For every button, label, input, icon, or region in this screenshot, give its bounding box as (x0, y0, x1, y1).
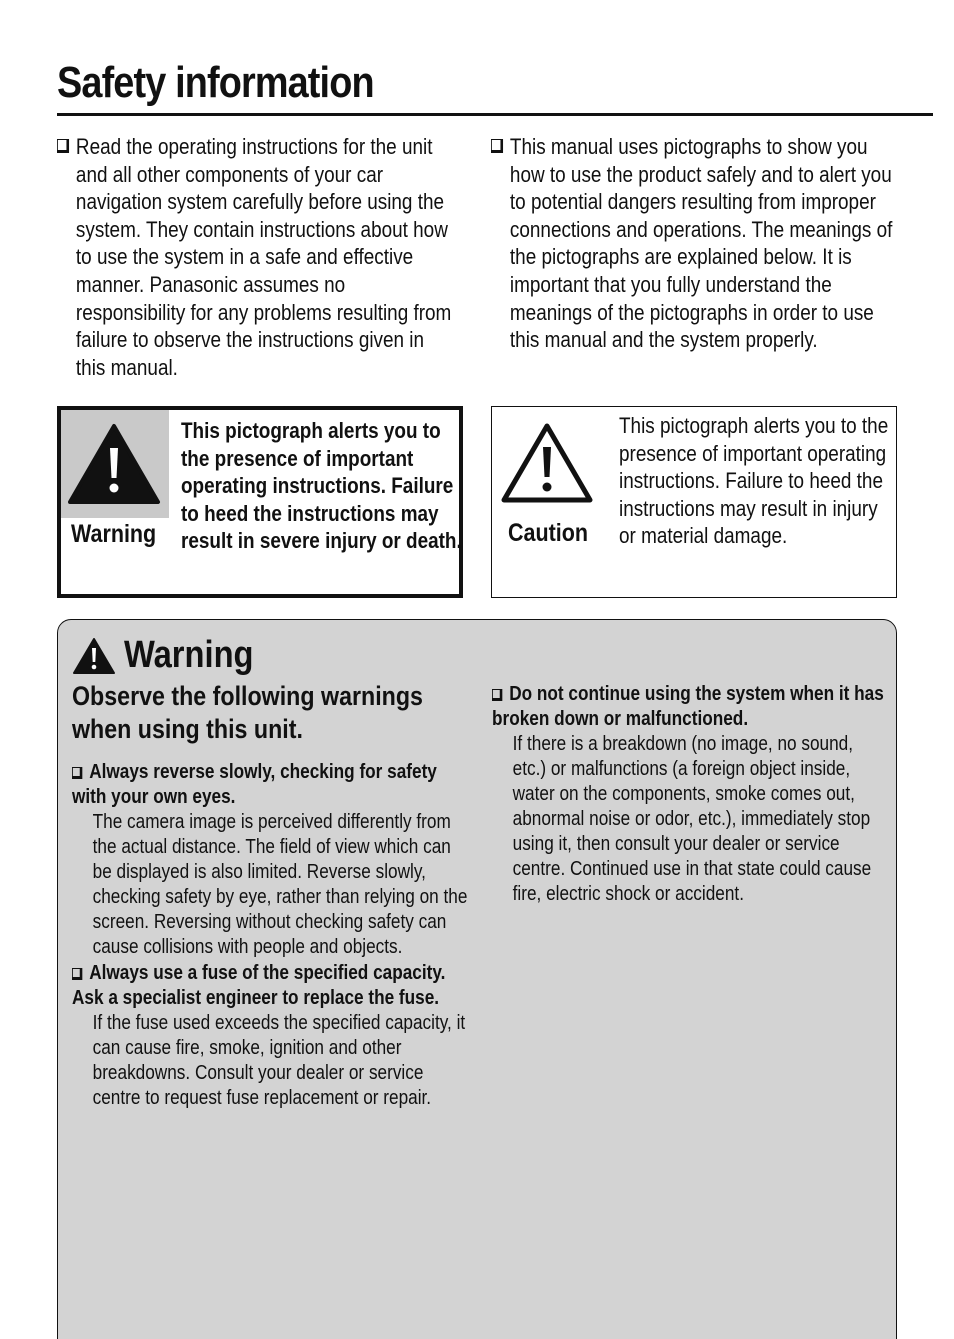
warning-panel-header (72, 634, 275, 677)
warning-item-heading: Always use a fuse of the specified capacity. Ask a specialist engineer to replace the fuse. (72, 962, 446, 1009)
intro-right-text: This manual uses pictographs to show you how to use the product safely and to alert you to potential dangers resulting from improper connections and operations. The meanings of the pictographs are explained below. It is important that you fully understand the meanings of the pictographs in order to use this manual and the system properly. (509, 134, 893, 353)
warning-panel-subtitle: Observe the following warnings when using this unit. (72, 681, 423, 744)
warning-triangle-icon (72, 637, 116, 675)
checkbox-bullet-icon (57, 139, 69, 153)
caution-description: This pictograph alerts you to the presence of important operating instructions. Failure to heed the instructions may result in injury or material damage. (619, 413, 889, 549)
intro-left-text: Read the operating instructions for the unit and all other components of your car navigation system carefully before using the system. They contain instructions about how to use the system in a safe and effective manner. Panasonic assumes no responsibility for any problems resulting from failure to observe the instructions given in this manual. (75, 134, 452, 380)
caution-pictograph-box (491, 406, 897, 598)
warning-description: This pictograph alerts you to the presence of important operating instructions. Failure to heed the instructions may result in severe injury or death. (181, 418, 462, 554)
warning-item (492, 682, 888, 907)
warning-pictograph-box (57, 406, 463, 598)
warning-item-body: If the fuse used exceeds the specified capacity, it can cause fire, smoke, ignition and other breakdowns. Consult your dealer or service centre to request fuse replacement or repair. (92, 1012, 466, 1109)
warning-item-body: The camera image is perceived differently from the actual distance. The field of view which can be displayed is also limited. Reverse slowly, checking safety by eye, rather than relying on the screen. Reversing without checking safety can cause collisions with people and objects. (92, 811, 468, 958)
warning-panel-title: Warning (124, 634, 254, 676)
warning-item (72, 961, 472, 1111)
warning-panel (57, 619, 897, 1339)
warning-item-heading: Always reverse slowly, checking for safety with your own eyes. (72, 761, 437, 808)
intro-left (57, 133, 457, 381)
warning-item (72, 760, 472, 960)
title-rule (57, 113, 933, 116)
warning-triangle-icon (67, 422, 161, 506)
caution-label: Caution (508, 519, 589, 547)
checkbox-bullet-icon (72, 767, 82, 779)
page-title: Safety information (57, 58, 374, 107)
checkbox-bullet-icon (492, 689, 502, 701)
warning-item-body: If there is a breakdown (no image, no sound, etc.) or malfunctions (a foreign object inside, water on the components, smoke comes out, abnormal noise or odor, etc.), immediately stop using it, then consult your dealer or service centre. Continued use in that state could cause fire, electric shock or accident. (512, 733, 872, 905)
checkbox-bullet-icon (72, 968, 82, 980)
caution-triangle-icon (500, 421, 594, 505)
checkbox-bullet-icon (491, 139, 503, 153)
warning-label: Warning (71, 520, 157, 548)
warning-item-heading: Do not continue using the system when it has broken down or malfunctioned. (492, 683, 884, 730)
intro-right (491, 133, 901, 354)
